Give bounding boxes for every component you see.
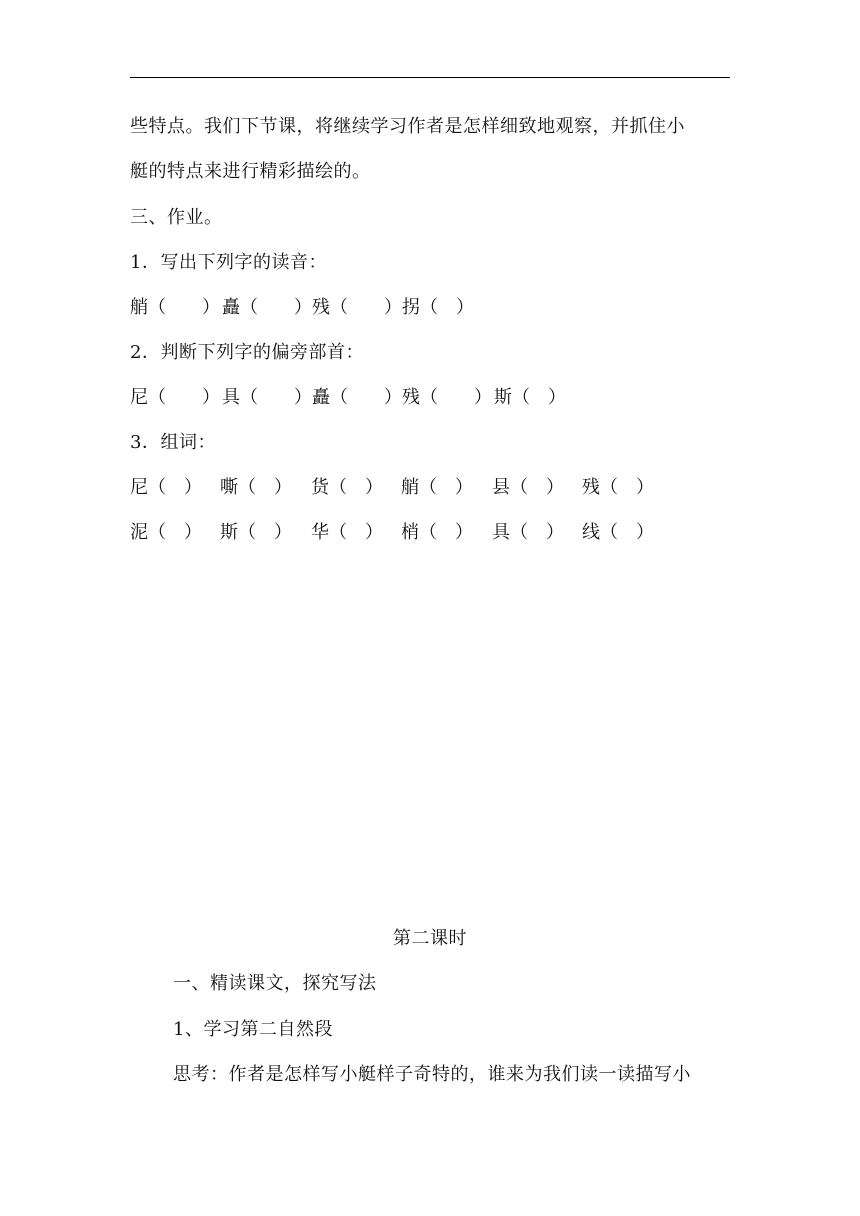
q3-item: 残（ ） (582, 477, 654, 498)
question-3-title: 3．组词： (130, 432, 216, 453)
q3-item: 斯（ ） (220, 522, 292, 543)
q2-item: 具（ ） (222, 387, 312, 408)
q3-item: 泥（ ） (130, 522, 202, 543)
paragraph-line-1: 些特点。我们下节课，将继续学习作者是怎样细致地观察，并抓住小 (130, 116, 685, 137)
section-1-heading: 一、精读课文，探究写法 (173, 973, 377, 994)
think-question: 思考：作者是怎样写小艇样子奇特的，谁来为我们读一读描写小 (173, 1064, 691, 1085)
q2-item: 尼（ ） (130, 387, 220, 408)
q1-item: 矗（ ） (222, 297, 312, 318)
lesson-2-title: 第二课时 (393, 928, 467, 949)
q3-item: 尼（ ） (130, 477, 202, 498)
q3-item: 线（ ） (582, 522, 654, 543)
q2-item: 残（ ） (402, 387, 492, 408)
q3-item: 艄（ ） (401, 477, 473, 498)
homework-heading: 三、作业。 (130, 207, 223, 228)
q3-item: 具（ ） (492, 522, 564, 543)
subsection-1-heading: 1、学习第二自然段 (173, 1019, 333, 1040)
q3-item: 华（ ） (311, 522, 383, 543)
q1-item: 艄（ ） (130, 297, 220, 318)
q2-item: 斯（ ） (494, 387, 566, 408)
q3-item: 梢（ ） (401, 522, 473, 543)
question-1-title: 1．写出下列字的读音： (130, 252, 327, 273)
q3-item: 县（ ） (492, 477, 564, 498)
q1-item: 拐（ ） (402, 297, 474, 318)
paragraph-line-2: 艇的特点来进行精彩描绘的。 (130, 161, 371, 182)
header-rule (130, 77, 730, 78)
q2-item: 矗（ ） (312, 387, 402, 408)
q1-item: 残（ ） (312, 297, 402, 318)
question-2-title: 2．判断下列字的偏旁部首： (130, 342, 364, 363)
q3-item: 货（ ） (311, 477, 383, 498)
q3-item: 嘶（ ） (220, 477, 292, 498)
